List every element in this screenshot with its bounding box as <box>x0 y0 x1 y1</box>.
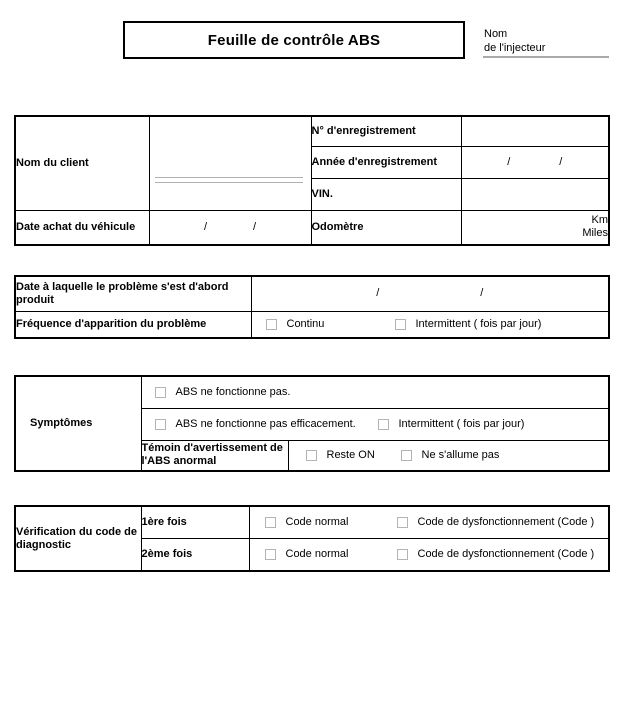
client-name-fill-line <box>155 177 303 183</box>
checkbox-attempt-1-malfunction-icon[interactable] <box>397 517 408 528</box>
symptom-1-option <box>155 386 291 399</box>
date-slash: / <box>253 220 257 233</box>
symptom-2-label: ABS ne fonctionne pas efficacement. <box>175 417 356 430</box>
diagnostic-section-label: Vérification du code de diagnostic <box>15 506 141 571</box>
client-info-table <box>14 115 610 246</box>
registration-number-value-cell <box>461 116 609 146</box>
odometer-unit-km: Km <box>591 214 608 227</box>
symptom-2-option <box>155 418 378 431</box>
symptom-1-label: ABS ne fonctionne pas. <box>175 385 291 398</box>
symptom-2-intermittent-label: Intermittent ( fois par jour) <box>398 417 525 430</box>
checkbox-intermittent-icon[interactable] <box>395 319 406 330</box>
checkbox-lamp-off-icon[interactable] <box>401 450 412 461</box>
checkbox-attempt-1-normal-icon[interactable] <box>265 517 276 528</box>
purchase-date-value-cell <box>149 210 311 245</box>
checkbox-abs-not-working-icon[interactable] <box>155 387 166 398</box>
checkbox-lamp-stays-on-icon[interactable] <box>306 450 317 461</box>
option-continuous <box>266 318 395 331</box>
checkbox-attempt-2-malfunction-icon[interactable] <box>397 549 408 560</box>
symptom-2-cell <box>141 408 609 440</box>
diagnostic-attempt-1-label: 1ère fois <box>141 506 249 538</box>
vin-value-cell <box>461 178 609 210</box>
warning-lamp-label: Témoin d'avertissement de l'ABS anormal <box>141 440 288 471</box>
registration-year-label: Année d'enregistrement <box>311 146 461 178</box>
attempt-2-malfunction-option <box>397 548 595 561</box>
odometer-unit-miles: Miles <box>582 227 608 240</box>
frequency-options-cell <box>251 311 609 338</box>
attempt-2-normal-label: Code normal <box>285 547 349 560</box>
warning-lamp-options-cell <box>288 440 609 471</box>
vin-label: VIN. <box>311 178 461 210</box>
checkbox-symptom-intermittent-icon[interactable] <box>378 419 389 430</box>
diagnostic-attempt-1-options-cell <box>249 506 609 538</box>
date-slash: / <box>376 287 380 300</box>
inspector-name-line1: Nom <box>484 28 508 40</box>
client-name-label: Nom du client <box>15 116 149 210</box>
attempt-1-malfunction-label: Code de dysfonctionnement (Code ) <box>417 515 595 528</box>
odometer-value-cell <box>461 210 609 245</box>
date-slash: / <box>480 287 484 300</box>
lamp-does-not-light-label: Ne s'allume pas <box>421 448 500 461</box>
checkbox-abs-ineffective-icon[interactable] <box>155 419 166 430</box>
symptom-2-intermittent-option <box>378 418 525 431</box>
diagnostic-attempt-2-options-cell <box>249 538 609 571</box>
date-slash: / <box>559 155 563 168</box>
attempt-1-normal-label: Code normal <box>285 515 349 528</box>
lamp-stays-on-option <box>306 449 401 462</box>
attempt-1-malfunction-option <box>397 516 595 529</box>
checkbox-continuous-icon[interactable] <box>266 319 277 330</box>
frequency-label: Fréquence d'apparition du problème <box>15 311 251 338</box>
date-slash: / <box>507 155 511 168</box>
registration-year-value-cell <box>461 146 609 178</box>
odometer-label: Odomètre <box>311 210 461 245</box>
date-slash: / <box>203 220 207 233</box>
form-title-box <box>123 21 465 59</box>
form-title: Feuille de contrôle ABS <box>207 31 381 49</box>
inspector-name-line2: de l'injecteur <box>484 42 546 54</box>
lamp-does-not-light-option <box>401 449 500 462</box>
attempt-2-malfunction-label: Code de dysfonctionnement (Code ) <box>417 547 595 560</box>
checkbox-attempt-2-normal-icon[interactable] <box>265 549 276 560</box>
attempt-2-normal-option <box>265 548 397 561</box>
inspector-name-label <box>484 27 545 55</box>
option-continuous-label: Continu <box>286 317 325 330</box>
first-occurrence-value-cell <box>251 276 609 311</box>
option-intermittent <box>395 318 542 331</box>
diagnostic-attempt-2-label: 2ème fois <box>141 538 249 571</box>
symptoms-table <box>14 375 610 472</box>
problem-table <box>14 275 610 339</box>
lamp-stays-on-label: Reste ON <box>326 448 375 461</box>
option-intermittent-label: Intermittent ( fois par jour) <box>415 317 542 330</box>
client-name-value-cell <box>149 116 311 210</box>
symptoms-section-label: Symptômes <box>15 376 141 471</box>
attempt-1-normal-option <box>265 516 397 529</box>
first-occurrence-label: Date à laquelle le problème s'est d'abord produit <box>15 276 251 311</box>
symptom-1-cell <box>141 376 609 408</box>
purchase-date-label: Date achat du véhicule <box>15 210 149 245</box>
registration-number-label: N° d'enregistrement <box>311 116 461 146</box>
diagnostic-table <box>14 505 610 572</box>
inspector-name-fill-line <box>483 56 609 58</box>
